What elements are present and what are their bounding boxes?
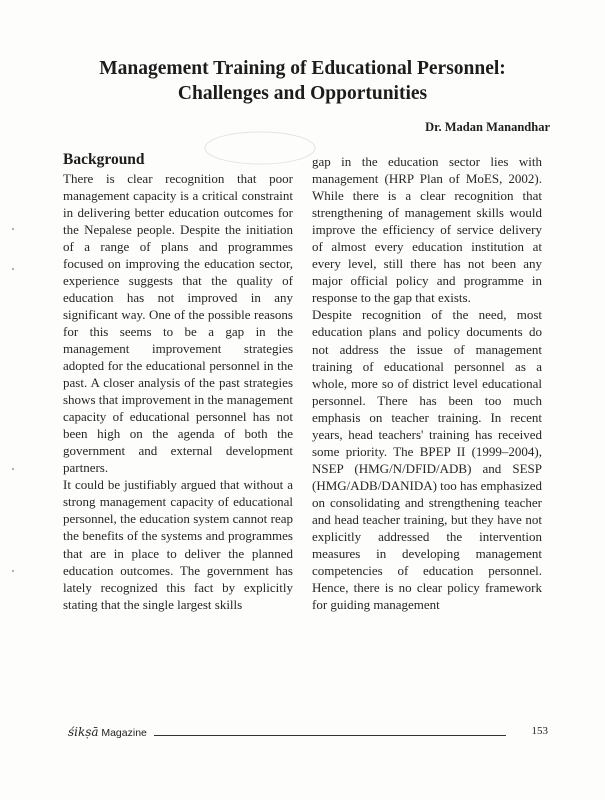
author-name: Dr. Madan Manandhar: [425, 120, 550, 134]
title-line-1: Management Training of Educational Personnel:: [99, 58, 506, 79]
paragraph-left-1: There is clear recognition that poor management capacity is a critical constraint in delivering better education outcomes for the Nepalese people. Despite the initiation of a range of plans and programmes focused on improving the education sector, experience suggests that the quality of education has not improved in any significant way. One of the possible reasons for this seems to be a gap in the management improvement strategies adopted for the educational personnel in the past. A closer analysis of the past strategies shows that improvement in the management capacity of educational personnel has not been high on the agenda of both the government and external development partners.: [63, 170, 293, 476]
scan-speck: [12, 468, 14, 470]
brand-script-text: śikṣā: [68, 725, 99, 739]
paragraph-left-2: It could be justifiably argued that without a strong management capacity of educational personnel, the education system cannot reap the benefits of the systems and programmes that are in place to deliver the planned education outcomes. The government has lately recognized this fact by explicitly stating that the single largest skills: [63, 477, 293, 612]
paragraph-right-2: Despite recognition of the need, most education plans and policy documents do not address the issue of management training of educational personnel as a whole, more so of district level educational personnel. There has been too much emphasis on teacher training. In recent years, head teachers' training has received some priority. The BPEP II (1999–2004), NSEP (HMG/N/DFID/ADB) and SESP (HMG/ADB/DANIDA) too has emphasized on consolidating and strengthening teacher and head teacher training, but they have not explicitly addressed the intervention measures in developing management competencies of education personnel. Hence, there is no clear policy framework for guiding management: [312, 307, 542, 613]
left-column: [63, 150, 293, 613]
scan-speck: [12, 570, 14, 572]
page-footer: [68, 724, 548, 742]
article-title: [40, 56, 565, 106]
footer-rule: [154, 735, 506, 736]
title-line-2: Challenges and Opportunities: [177, 83, 428, 104]
brand-word-text: Magazine: [101, 727, 147, 739]
right-column: [312, 153, 542, 613]
section-heading: Background: [63, 151, 145, 168]
paragraph-right-1: gap in the education sector lies with management (HRP Plan of MoES, 2002). While there is a clear recognition that strengthening of management skills would improve the efficiency of service delivery of almost every education institution at every level, still there has not been any major official policy and programme in response to the gap that exists.: [312, 154, 542, 306]
footer-brand: [68, 725, 147, 739]
page-number: 153: [531, 725, 548, 737]
scan-speck: [12, 228, 14, 230]
scan-speck: [12, 268, 14, 270]
